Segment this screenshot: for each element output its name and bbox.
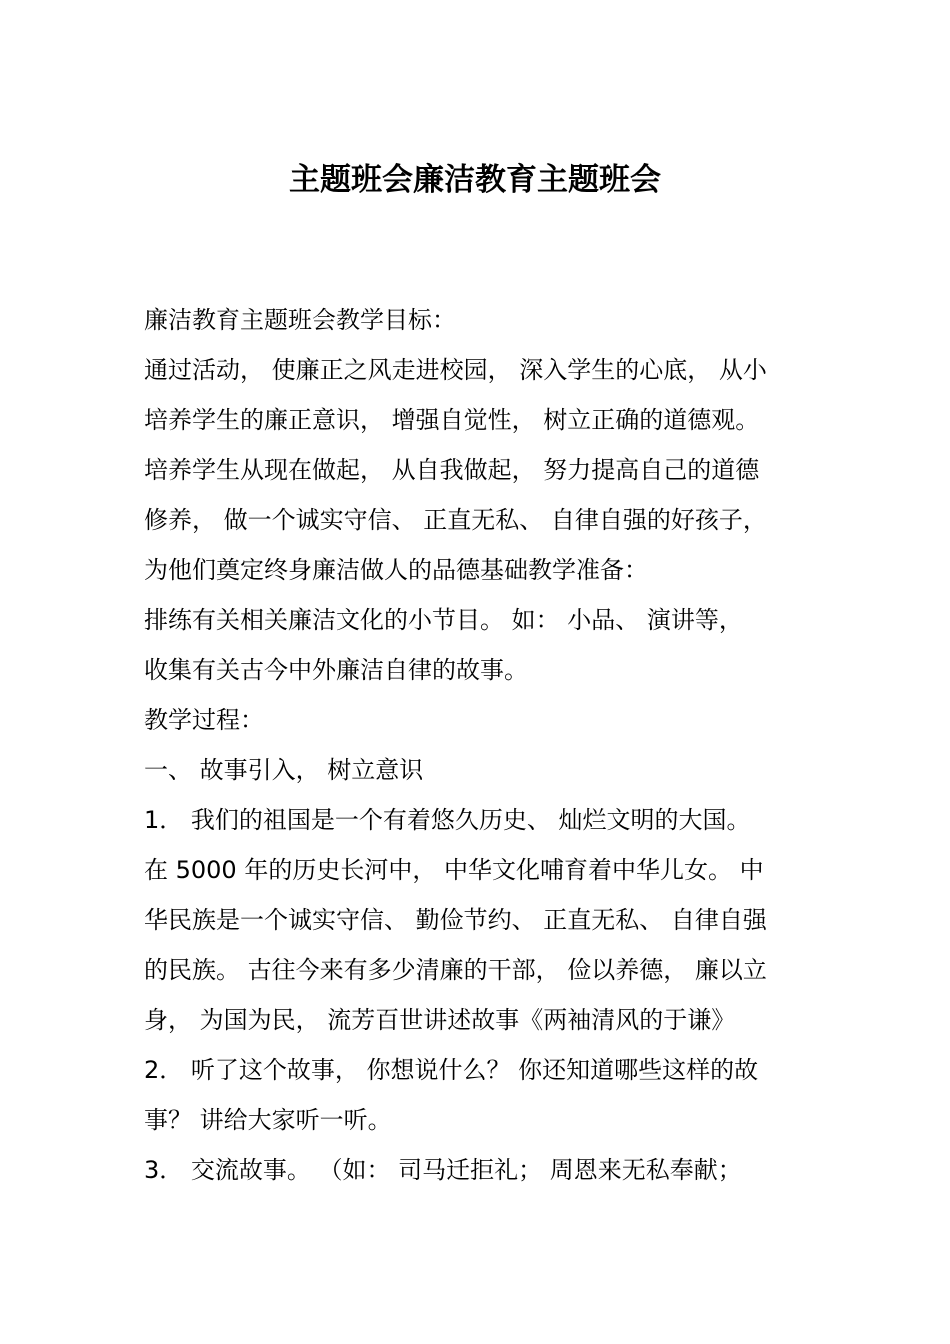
body-line: 为他们奠定终身廉洁做人的品德基础教学准备：: [144, 556, 648, 584]
body-line: 廉洁教育主题班会教学目标：: [144, 306, 456, 334]
body-line: 1． 我们的祖国是一个有着悠久历史、 灿烂文明的大国。: [144, 806, 751, 834]
document-body: [144, 295, 824, 1195]
body-line: 通过活动， 使廉正之风走进校园， 深入学生的心底， 从小: [144, 356, 767, 384]
body-line: 3． 交流故事。 （如： 司马迁拒礼； 周恩来无私奉献；: [144, 1156, 742, 1184]
body-line: 教学过程：: [144, 706, 264, 734]
body-line: 培养学生从现在做起， 从自我做起， 努力提高自己的道德: [144, 456, 760, 484]
body-line: 排练有关相关廉洁文化的小节目。 如： 小品、 演讲等，: [144, 606, 743, 634]
document-title: 主题班会廉洁教育主题班会: [289, 162, 661, 198]
body-line: 在 5000 年的历史长河中， 中华文化哺育着中华儿女。 中: [144, 856, 764, 884]
body-line: 培养学生的廉正意识， 增强自觉性， 树立正确的道德观。: [144, 406, 760, 434]
body-line: 身， 为国为民， 流芳百世讲述故事《两袖清风的于谦》: [144, 1006, 736, 1034]
body-line: 2． 听了这个故事， 你想说什么？ 你还知道哪些这样的故: [144, 1056, 759, 1084]
body-line: 修养， 做一个诚实守信、 正直无私、 自律自强的好孩子，: [144, 506, 767, 534]
body-line: 华民族是一个诚实守信、 勤俭节约、 正直无私、 自律自强: [144, 906, 767, 934]
body-line: 一、 故事引入， 树立意识: [144, 756, 424, 784]
body-line: 收集有关古今中外廉洁自律的故事。: [144, 656, 528, 684]
body-line: 事？ 讲给大家听一听。: [144, 1106, 392, 1134]
body-line: 的民族。 古往今来有多少清廉的干部， 俭以养德， 廉以立: [144, 956, 767, 984]
